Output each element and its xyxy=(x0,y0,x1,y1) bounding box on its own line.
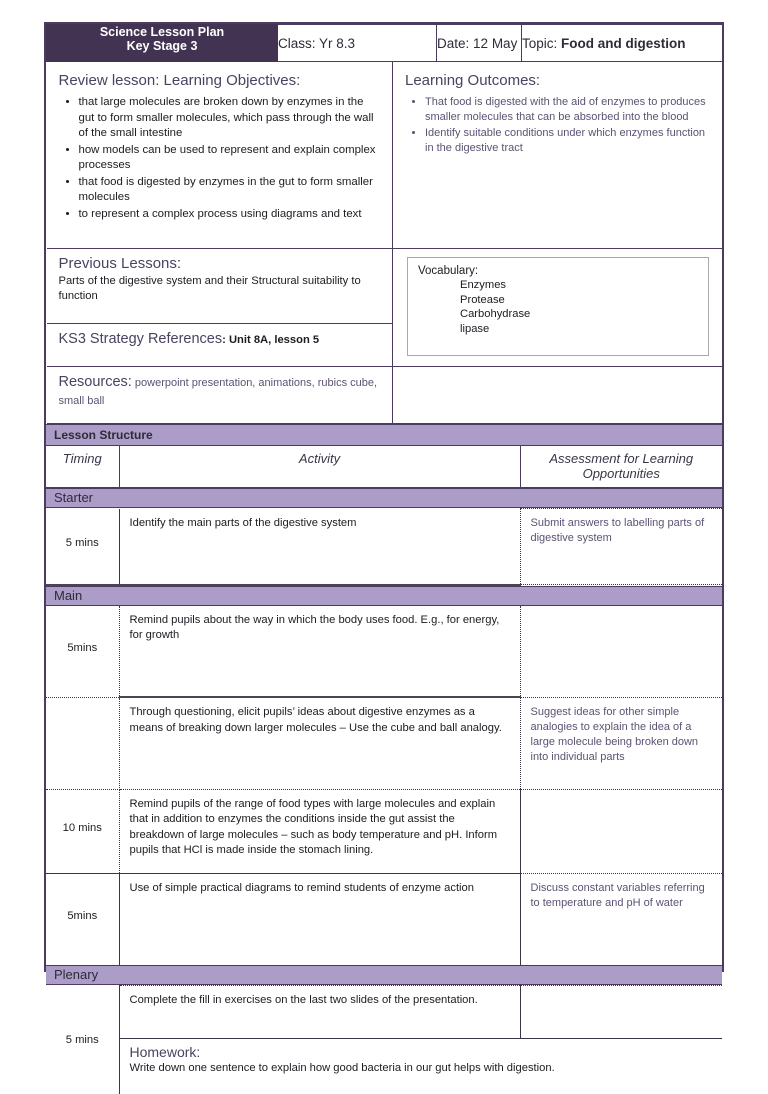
column-header-timing: Timing xyxy=(46,446,119,488)
list-item: • how models can be used to represent and explain complex processes xyxy=(79,143,381,174)
homework-row xyxy=(46,1038,722,1094)
document-title xyxy=(47,25,278,62)
resources-row xyxy=(47,367,723,424)
table-row xyxy=(46,697,722,789)
lesson-structure-column-headers xyxy=(46,446,722,488)
phase-band-starter-row xyxy=(46,488,722,509)
row-activity: Remind pupils of the range of food types with large molecules and explain that in addition to enzymes the conditions inside the gut assist the breakdown of large molecules – such as body temperature and pH. Inform pupils that HCl is made inside the stomach lining. xyxy=(119,789,520,873)
class-value: Yr 8.3 xyxy=(319,35,356,51)
vocabulary-word: Carbohydrase xyxy=(460,308,531,320)
topic-value: Food and digestion xyxy=(561,35,686,51)
lesson-structure-table xyxy=(46,446,722,1094)
date-cell xyxy=(437,25,522,62)
topic-cell xyxy=(522,25,723,62)
topic-label: Topic: xyxy=(522,35,562,51)
row-afl: Suggest ideas for other simple analogies to explain the idea of a large molecule being broken down into individual parts xyxy=(520,697,722,789)
phase-band-starter-cell xyxy=(46,488,722,509)
previous-lessons-text: Parts of the digestive system and their Structural suitability to function xyxy=(58,275,361,302)
table-row xyxy=(46,985,722,1038)
list-item: • Identify suitable conditions under which enzymes function in the digestive tract xyxy=(425,126,711,156)
row-afl xyxy=(520,789,722,873)
vocabulary-word: Enzymes xyxy=(460,279,507,291)
phase-band-plenary-cell xyxy=(46,965,722,986)
table-row xyxy=(46,789,722,873)
row-activity: Identify the main parts of the digestive system xyxy=(119,509,520,585)
date-value: 12 May xyxy=(473,35,518,51)
objectives-outcomes-row xyxy=(47,62,723,249)
resources-cell xyxy=(47,367,393,424)
homework-text: Write down one sentence to explain how good bacteria in our gut helps with digestion. xyxy=(129,1061,555,1074)
row-timing: 5mins xyxy=(46,873,119,965)
phase-label-plenary: Plenary xyxy=(46,965,722,985)
lesson-plan-document xyxy=(44,22,724,1074)
class-label: Class: xyxy=(278,35,320,51)
homework-heading: Homework: xyxy=(129,1043,201,1060)
row-activity: Complete the fill in exercises on the last two slides of the presentation. xyxy=(119,985,520,1038)
phase-band-main-row xyxy=(46,585,722,606)
vocabulary-word: lipase xyxy=(460,322,490,335)
column-header-afl xyxy=(520,446,722,488)
phase-band-main-cell xyxy=(46,585,722,606)
previous-lessons-heading: Previous Lessons: xyxy=(58,255,182,272)
column-header-activity: Activity xyxy=(119,446,520,488)
learning-objectives-heading: Review lesson: Learning Objectives: xyxy=(58,72,301,89)
table-row xyxy=(46,509,722,585)
row-timing: 10 mins xyxy=(46,789,119,873)
document-title-line1: Science Lesson Plan xyxy=(99,25,225,39)
list-item: • That food is digested with the aid of enzymes to produces smaller molecules that can be absorbed into the blood xyxy=(425,95,711,125)
learning-outcomes-heading: Learning Outcomes: xyxy=(405,72,541,89)
row-afl xyxy=(520,985,722,1038)
document-title-line2: Key Stage 3 xyxy=(126,39,198,53)
vocabulary-word: Protease xyxy=(460,293,505,306)
phase-label-main: Main xyxy=(46,586,722,606)
table-row xyxy=(46,606,722,698)
learning-objectives-cell xyxy=(47,62,393,249)
ks3-references-cell xyxy=(47,323,393,366)
row-timing: 5 mins xyxy=(46,509,119,585)
previous-lessons-cell xyxy=(47,249,393,324)
vocabulary-cell xyxy=(393,249,723,367)
row-timing: 5mins xyxy=(46,606,119,698)
row-afl: Submit answers to labelling parts of digestive system xyxy=(520,509,722,585)
phase-band-plenary-row xyxy=(46,965,722,986)
resources-text: powerpoint presentation, animations, rubics cube, small ball xyxy=(58,377,378,407)
document-title-row xyxy=(47,25,723,62)
homework-cell xyxy=(119,1038,722,1094)
resources-blank-cell xyxy=(393,367,723,424)
vocabulary-box xyxy=(407,257,709,356)
lesson-plan-header-table xyxy=(46,24,723,424)
class-cell xyxy=(278,25,437,62)
ks3-references-value: : Unit 8A, lesson 5 xyxy=(222,333,320,346)
lesson-structure-band: Lesson Structure xyxy=(46,424,722,446)
learning-outcomes-list xyxy=(405,95,711,156)
resources-heading: Resources: xyxy=(58,374,132,390)
phase-label-starter: Starter xyxy=(46,488,722,508)
previous-lessons-row xyxy=(47,249,723,324)
afl-header-line1: Assessment for Learning xyxy=(549,451,694,466)
row-afl: Discuss constant variables referring to temperature and pH of water xyxy=(530,881,705,909)
learning-objectives-list xyxy=(59,95,381,222)
row-activity: Remind pupils about the way in which the body uses food. E.g., for energy, for growth xyxy=(119,606,520,698)
learning-outcomes-cell xyxy=(393,62,723,249)
row-timing xyxy=(46,697,119,789)
list-item: • that food is digested by enzymes in the gut to form smaller molecules xyxy=(79,175,381,206)
row-activity: Use of simple practical diagrams to remind students of enzyme action xyxy=(119,873,520,965)
date-label: Date: xyxy=(437,35,474,51)
table-row xyxy=(46,873,722,965)
row-activity: Through questioning, elicit pupils’ ideas about digestive enzymes as a means of breaking down larger molecules – Use the cube and ball analogy. xyxy=(119,697,520,789)
row-timing: 5 mins xyxy=(46,985,119,1094)
afl-header-line2: Opportunities xyxy=(582,466,660,481)
list-item: • that large molecules are broken down by enzymes in the gut to form smaller molecules, which pass through the wall of the small intestine xyxy=(79,95,381,142)
list-item: • to represent a complex process using diagrams and text xyxy=(79,207,381,223)
vocabulary-heading: Vocabulary: xyxy=(418,265,479,277)
ks3-references-heading: KS3 Strategy References xyxy=(58,330,223,347)
row-afl xyxy=(520,606,722,698)
